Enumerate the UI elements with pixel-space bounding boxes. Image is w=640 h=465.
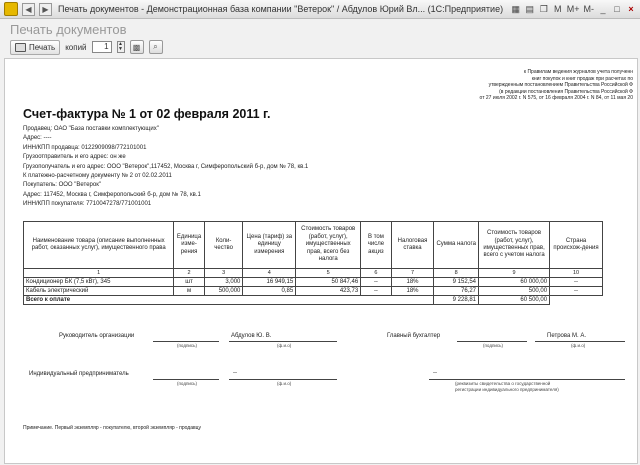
legal-note-line: (в редакции постановления Правительства Российской Ф <box>499 88 633 95</box>
unit-cell: м <box>174 287 204 296</box>
legal-note-line: книг покупок и книг продаж при расчетах по <box>531 75 633 82</box>
close-button[interactable]: × <box>628 4 634 14</box>
back-icon[interactable]: ◀ <box>22 3 35 16</box>
price-cell: 0,85 <box>243 287 296 296</box>
column-index-row <box>24 269 603 278</box>
column-index: 7 <box>391 269 434 278</box>
app-icon <box>4 2 18 16</box>
forward-icon[interactable]: ▶ <box>39 3 52 16</box>
requisites-line <box>429 379 625 380</box>
item-name-cell: Кабель электрический <box>24 287 174 296</box>
legal-note-line: от 27 июля 2002 г. N 575, от 16 февраля 2004 г. N 84, от 11 мая 20 <box>479 95 633 102</box>
head-name: Абдулов Ю. В. <box>231 333 272 339</box>
country-cell: -- <box>550 278 603 287</box>
column-header: Наименование товара (описание выполненных работ, оказанных услуг), имущественного права <box>24 222 174 269</box>
invoice-title: Счет-фактура № 1 от 02 февраля 2011 г. <box>23 107 271 121</box>
seller-address-line: Адрес: ---- <box>23 135 52 142</box>
copies-stepper[interactable]: ▲ ▼ <box>118 41 123 52</box>
entrepreneur-sign-line <box>153 379 219 380</box>
column-index: 9 <box>479 269 550 278</box>
requisites-value: -- <box>433 370 437 376</box>
copies-input[interactable]: 1 <box>92 41 112 53</box>
column-header: Страна происхож-дения <box>550 222 603 269</box>
legal-note-line: к Правилам ведения журналов учета полученн <box>523 69 633 75</box>
preview-icon[interactable]: ⌕ <box>149 40 163 54</box>
buyer-inn-line: ИНН/КПП покупателя: 7710047278/771001001 <box>23 201 152 208</box>
entrepreneur-name: -- <box>233 370 237 376</box>
maximize-button[interactable]: □ <box>614 4 620 14</box>
unit-cell: шт <box>174 278 204 287</box>
item-name-cell: Кондиционер БК (7,5 кВт), 345 <box>24 278 174 287</box>
column-header: Коли-чество <box>204 222 243 269</box>
column-index: 8 <box>434 269 479 278</box>
column-index: 4 <box>243 269 296 278</box>
total-sum-cell: 60 500,00 <box>479 296 550 305</box>
column-header: Цена (тариф) за единицу измерения <box>243 222 296 269</box>
column-index: 2 <box>174 269 204 278</box>
accountant-name-line <box>535 341 625 342</box>
sign-caption: (подпись) <box>483 343 504 348</box>
head-sign-line <box>153 341 219 342</box>
window-title: Печать документов - Демонстрационная база компании "Ветерок" / Абдулов Юрий Вл... (1С:Предприятие) <box>58 4 504 14</box>
printer-icon <box>15 43 26 52</box>
total-cell: 500,00 <box>479 287 550 296</box>
column-index: 6 <box>361 269 391 278</box>
fio-caption: (ф.и.о) <box>571 343 586 348</box>
total-cell: 60 000,00 <box>479 278 550 287</box>
excise-cell: -- <box>361 278 391 287</box>
table-row <box>24 278 603 287</box>
shipper-line: Грузоотправитель и его адрес: он же <box>23 154 126 161</box>
total-tax-cell: 9 228,81 <box>434 296 479 305</box>
minimize-button[interactable]: _ <box>600 4 606 14</box>
sign-caption: (подпись) <box>177 381 198 386</box>
tax-amount-cell: 9 152,54 <box>434 278 479 287</box>
head-label: Руководитель организации <box>59 333 135 339</box>
column-header: Налоговая ставка <box>391 222 434 269</box>
empty-cell <box>550 296 603 305</box>
seller-inn-line: ИНН/КПП продавца: 0122909098/772101001 <box>23 144 147 151</box>
invoice-page <box>19 65 633 464</box>
entrepreneur-label: Индивидуальный предприниматель <box>29 371 129 377</box>
print-preview-area[interactable] <box>4 58 638 464</box>
tax-rate-cell: 18% <box>391 278 434 287</box>
tax-rate-cell: 18% <box>391 287 434 296</box>
requisites-caption: (реквизиты свидетельства о государственной <box>455 381 551 386</box>
invoice-table <box>23 221 603 305</box>
memory-minus-button[interactable]: M- <box>583 4 594 14</box>
price-cell: 16 949,15 <box>243 278 296 287</box>
seller-line: Продавец: ОАО "База поставки комплектующих" <box>23 126 159 132</box>
copies-label: копий <box>65 42 87 52</box>
column-index: 5 <box>296 269 361 278</box>
total-row <box>24 296 603 305</box>
quantity-cell: 3,000 <box>204 278 243 287</box>
column-header: Единица изме-рения <box>174 222 204 269</box>
quantity-cell: 500,000 <box>204 287 243 296</box>
payment-doc-line: К платежно-расчетному документу № 2 от 02.02.2011 <box>23 173 172 180</box>
buyer-address-line: Адрес: 117452, Москва г, Симферопольский б-р, дом № 78, кв.1 <box>23 191 201 198</box>
column-index: 1 <box>24 269 174 278</box>
calculator-icon[interactable]: ▦ <box>511 3 520 14</box>
entrepreneur-name-line <box>229 379 337 380</box>
memory-m-button[interactable]: M <box>553 4 562 14</box>
legal-note <box>423 69 633 102</box>
column-header: Стоимость товаров (работ, услуг), имущественных прав, всего без налога <box>296 222 361 269</box>
legal-note-line: утвержденным постановлением Правительства Российской Ф <box>488 82 633 89</box>
buyer-line: Покупатель: ООО "Ветерок" <box>23 182 101 189</box>
table-header-row <box>24 222 603 269</box>
column-index: 10 <box>550 269 603 278</box>
amount-cell: 50 847,46 <box>296 278 361 287</box>
consignee-line: Грузополучатель и его адрес: ООО "Ветерок",117452, Москва г, Симферопольский б-р, дом № 78, кв.1 <box>23 163 309 170</box>
calendar-icon[interactable]: ▤ <box>525 3 534 14</box>
page-title: Печать документов <box>10 22 127 37</box>
amount-cell: 423,73 <box>296 287 361 296</box>
column-header: Сумма налога <box>434 222 479 269</box>
sign-caption: (подпись) <box>177 343 198 348</box>
table-row <box>24 287 603 296</box>
footnote: Примечание. Первый экземпляр - покупателю, второй экземпляр - продавцу <box>23 425 202 431</box>
page-setup-icon[interactable]: ▩ <box>130 40 144 54</box>
invoice-details <box>23 125 308 210</box>
accountant-sign-line <box>457 341 527 342</box>
print-button-label: Печать <box>29 42 56 52</box>
column-index: 3 <box>204 269 243 278</box>
memory-plus-button[interactable]: M+ <box>566 4 580 14</box>
total-label: Всего к оплате <box>24 296 434 305</box>
title-bar <box>0 0 640 19</box>
fio-caption: (ф.и.о) <box>277 343 292 348</box>
tax-amount-cell: 76,27 <box>434 287 479 296</box>
copy-icon[interactable]: ❐ <box>539 3 548 14</box>
requisites-caption: регистрации индивидуального предпринимателя) <box>455 387 559 392</box>
head-name-line <box>229 341 337 342</box>
column-header: Стоимость товаров (работ, услуг), имущественных прав, всего с учетом налога <box>479 222 550 269</box>
fio-caption: (ф.и.о) <box>277 381 292 386</box>
country-cell: -- <box>550 287 603 296</box>
print-button[interactable] <box>10 40 60 55</box>
excise-cell: -- <box>361 287 391 296</box>
accountant-label: Главный бухгалтер <box>387 333 441 339</box>
accountant-name: Петрова М. А. <box>547 333 586 339</box>
column-header: В том числе акциз <box>361 222 391 269</box>
toolbar <box>10 40 163 54</box>
